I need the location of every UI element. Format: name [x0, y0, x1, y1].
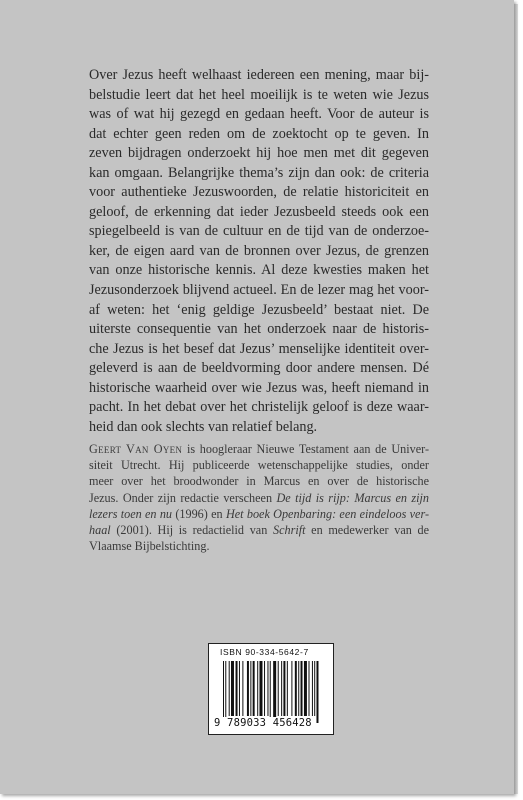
blurb-line: van onze historische kennis. Al deze kwesties maken het — [89, 262, 429, 279]
barcode-bar — [301, 661, 303, 716]
isbn-text: ISBN 90-334-5642-7 — [220, 647, 309, 657]
barcode-bar — [264, 661, 265, 716]
blurb-line: dat echter geen reden om de zoektocht op te geven. In — [89, 125, 429, 142]
barcode-bar — [250, 661, 251, 716]
blurb-line: pacht. In het debat over het christelijk geloof is deze waar- — [89, 399, 429, 416]
author-name: Geert Van Oyen — [89, 442, 183, 456]
barcode-bar — [273, 661, 276, 723]
blurb-line: Over Jezus heeft welhaast iedereen een mening, maar bij- — [89, 67, 429, 83]
blurb-text — [89, 66, 429, 437]
bio-line: lezers toen en nu (1996) en Het boek Openbaring: een eindeloos ver- — [89, 506, 430, 521]
blurb-line: uiterste consequentie van het onderzoek naar de historis- — [89, 321, 429, 338]
barcode-bar — [291, 661, 292, 716]
blurb-line: historische waarheid over wie Jezus was, heeft niemand in — [89, 379, 429, 396]
author-bio — [89, 441, 429, 554]
ean-number: 9 789033 456428 — [214, 717, 312, 729]
bio-line: meer over het broodwonder in Marcus en over de historische — [89, 474, 429, 489]
barcode-bars — [223, 661, 327, 723]
barcode-bar — [298, 661, 299, 716]
barcode-bar — [287, 661, 288, 716]
blurb-line: spiegelbeeld is van de cultuur en de tijd van de onderzoe- — [89, 223, 429, 240]
barcode-bar — [223, 661, 224, 723]
barcode-bar — [267, 661, 268, 716]
blurb-line: geleverd is aan de beeldvorming door andere mensen. Dé — [89, 360, 429, 377]
barcode-bar — [247, 661, 249, 716]
blurb-line: af weten: het ‘enig geldige Jezusbeeld’ bestaat niet. De — [89, 301, 429, 318]
book-page-edge — [514, 4, 518, 794]
barcode-bar — [278, 661, 279, 716]
barcode-bar — [225, 661, 226, 723]
barcode-bar — [239, 661, 240, 716]
barcode-bar — [229, 661, 230, 716]
bio-line: Geert Van Oyen is hoogleraar Nieuwe Testament aan de Univer- — [89, 442, 430, 456]
blurb-line: heid dan ook slechts van relatief belang. — [89, 418, 318, 435]
journal-title: Schrift — [272, 522, 306, 537]
blurb-line: ker, de eigen aard van de bronnen over Jezus, de grenzen — [89, 242, 429, 259]
blurb-line: Jezusonderzoek blijvend actueel. En de lezer mag het voor- — [89, 282, 429, 299]
book-title: lezers toen en nu — [89, 506, 173, 521]
barcode-bar — [295, 661, 297, 716]
barcode-bar — [314, 661, 315, 716]
barcode-bar — [270, 661, 271, 723]
barcode-bar — [236, 661, 238, 716]
barcode-bar — [231, 661, 234, 716]
barcode-bar — [259, 661, 262, 716]
blurb-line: kan omgaan. Belangrijke thema’s zijn dan ook: de criteria — [89, 164, 429, 181]
blurb-line: che Jezus is het besef dat Jezus’ menselijke identiteit over- — [89, 340, 429, 357]
barcode-bar — [253, 661, 255, 716]
barcode-bar — [309, 661, 310, 716]
barcode-bar — [312, 661, 313, 716]
book-title: haal — [89, 522, 111, 537]
blurb-line: was of wat hij gezegd en gedaan heeft. Voor de auteur is — [89, 106, 429, 123]
barcode-bar — [316, 661, 318, 723]
blurb-line: geloof, de erkenning dat ieder Jezusbeeld steeds ook een — [89, 203, 429, 220]
barcode-bar — [283, 661, 285, 716]
barcode-bar — [257, 661, 258, 716]
barcode-bar — [304, 661, 307, 716]
blurb-line: voor authentieke Jezuswoorden, de relatie historiciteit en — [89, 184, 429, 201]
bio-line: Jezus. Onder zijn redactie verscheen De tijd is rijp: Marcus en zijn — [89, 490, 430, 505]
book-title: Het boek Openbaring: een eindeloos ver- — [225, 506, 430, 521]
bio-line: haal (2001). Hij is redactielid van Schrift en medewerker van de — [89, 522, 429, 537]
barcode-label — [208, 643, 334, 735]
blurb-line: zeven bijdragen onderzoekt hij hoe men met dit gegeven — [89, 145, 429, 162]
barcode-bar — [242, 661, 243, 716]
book-title: De tijd is rijp: Marcus en zijn — [276, 490, 430, 505]
bio-line: siteit Utrecht. Hij publiceerde wetenschappelijke studies, onder — [89, 458, 429, 473]
blurb-line: belstudie leert dat het heel moeilijk is te weten wie Jezus — [89, 86, 429, 103]
barcode-bar — [281, 661, 282, 716]
bio-line: Vlaamse Bijbelstichting. — [89, 539, 210, 554]
